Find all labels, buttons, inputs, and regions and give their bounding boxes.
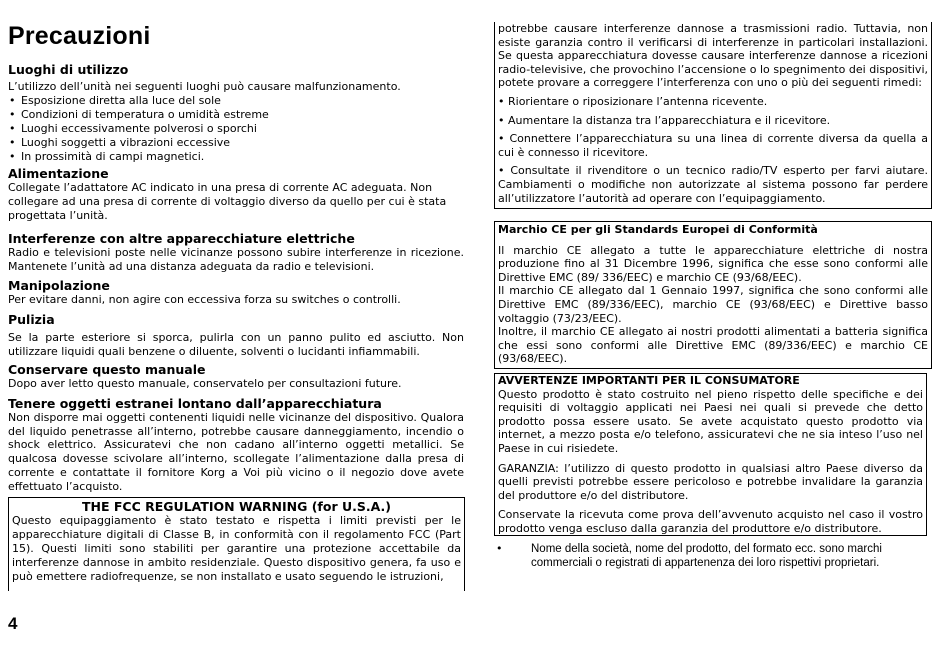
fcc-box-right xyxy=(494,22,932,209)
list-item: • Luoghi soggetti a vibrazioni eccessive xyxy=(8,136,464,150)
ce-paragraph: Il marchio CE allegato dal 1 Gennaio 1997, significa che sono conformi alle Direttive EMC (89/336/EEC), marchio CE (93/68/EEC) e Direttive basso voltaggio (73/23/EEC). xyxy=(498,284,928,325)
trademark-note xyxy=(496,542,916,570)
page-title: Precauzioni xyxy=(8,22,151,50)
bullet: • xyxy=(496,542,503,555)
ce-paragraph: Inoltre, il marchio CE allegato ai nostri prodotti alimentati a batteria significa che essi sono conformi alle Direttive EMC (89/336/EEC) e marchio CE (93/68/EEC). xyxy=(498,325,928,366)
luoghi-intro: L’utilizzo dell’unità nei seguenti luoghi può causare malfunzionamento. xyxy=(8,80,401,93)
consumer-paragraph: Conservate la ricevuta come prova dell’avvenuto acquisto nel caso il vostro prodotto venga escluso dalla garanzia del produttore e/o distributore. xyxy=(498,508,923,535)
fcc-box-left xyxy=(8,497,465,591)
list-item: • In prossimità di campi magnetici. xyxy=(8,150,464,164)
trademark-text: Nome della società, nome del prodotto, del formato ecc. sono marchi commerciali o registrati di appartenenza dei loro rispettivi proprietari. xyxy=(531,543,882,569)
page-number: 4 xyxy=(8,614,18,633)
heading-oggetti: Tenere oggetti estranei lontano dall’apparecchiatura xyxy=(8,395,382,411)
heading-luoghi: Luoghi di utilizzo xyxy=(8,62,129,77)
heading-interferenze: Interferenze con altre apparecchiature elettriche xyxy=(8,231,355,247)
fcc-remedy: • Consultate il rivenditore o un tecnico radio/TV esperto per farvi aiutare. Cambiamenti o modifiche non autorizzate al sistema possono far perdere all’utilizzatore l’autorità ad operare con l’equipaggiamento. xyxy=(498,164,928,205)
pulizia-text: Se la parte esteriore si sporca, pulirla con un panno pulito ed asciutto. Non utilizzare liquidi quali benzene o diluente, solventi o lucidanti infiammabili. xyxy=(8,330,464,358)
heading-conservare: Conservare questo manuale xyxy=(8,361,206,377)
interferenze-text: Radio e televisioni poste nelle vicinanze possono subire interferenze in ricezione. Mantenete l’unità ad una distanza adeguata da radio e televisioni. xyxy=(8,246,464,274)
consumer-box xyxy=(494,373,927,536)
alimentazione-text: Collegate l’adattatore AC indicato in una presa di corrente AC adeguata. Non collegare ad una presa di corrente di voltaggio diverso da quello per cui è stata progettata l’unità. xyxy=(8,181,447,223)
fcc-remedy: • Riorientare o riposizionare l’antenna ricevente. xyxy=(498,94,768,108)
heading-pulizia: Pulizia xyxy=(8,311,55,327)
consumer-paragraph: Questo prodotto è stato costruito nel pieno rispetto delle specifiche e dei requisiti di voltaggio applicati nei Paesi nei quali si prevede che detto prodotto possa essere usato. Se avete acquistato questo prodotto via internet, a mezzo posta e/o telefono, assicuratevi che ne sia inteso l’uso nel Paese in cui risiedete. xyxy=(498,387,923,455)
list-item: • Esposizione diretta alla luce del sole xyxy=(8,94,464,108)
fcc-title: THE FCC REGULATION WARNING (for U.S.A.) xyxy=(82,499,391,514)
list-item: • Luoghi eccessivamente polverosi o sporchi xyxy=(8,122,464,136)
fcc-remedy: • Aumentare la distanza tra l’apparecchiatura e il ricevitore. xyxy=(498,113,831,127)
manipolazione-text: Per evitare danni, non agire con eccessiva forza su switches o controlli. xyxy=(8,292,401,306)
ce-paragraph: Il marchio CE allegato a tutte le apparecchiature elettriche di nostra produzione fino al 31 Dicembre 1996, significa che esse sono conformi alle Direttive EMC (89/ 336/EEC) e marchio CE (93/68/EEC). xyxy=(498,243,928,284)
heading-manipolazione: Manipolazione xyxy=(8,277,110,293)
luoghi-list xyxy=(8,94,464,164)
consumer-title: AVVERTENZE IMPORTANTI PER IL CONSUMATORE xyxy=(498,374,800,387)
fcc-text-right: potrebbe causare interferenze dannose a trasmissioni radio. Tuttavia, non esiste garanzia contro il verificarsi di interferenze in particolari installazioni. Se questa apparecchiatura dovesse causare interferenze dannose a ricezioni radio-televisive, che provochino l’accensione o lo spegnimento dei dispositivi, potete provare a correggere l’interferenza con uno o più dei seguenti rimedi: xyxy=(498,22,928,90)
list-item: • Condizioni di temperatura o umidità estreme xyxy=(8,108,464,122)
conservare-text: Dopo aver letto questo manuale, conservatelo per consultazioni future. xyxy=(8,376,402,390)
fcc-text-left: Questo equipaggiamento è stato testato e rispetta i limiti previsti per le apparecchiature digitali di Classe B, in conformità con il regolamento FCC (Part 15). Questi limiti sono stabiliti per garantire una protezione accettabile da interferenze dannose in ambito residenziale. Questo dispositivo genera, fa uso e può emettere radiofrequenze, se non installato e usato seguendo le istruzioni, xyxy=(12,514,461,583)
ce-box xyxy=(494,221,932,369)
oggetti-text: Non disporre mai oggetti contenenti liquidi nelle vicinanze del dispositivo. Qualora del liquido penetrasse all’interno, potrebbe causare danneggiamento, incendio o shock elettrico. Assicuratevi che non cadano all’interno oggetti metallici. Se qualcosa dovesse scivolare all’interno, scollegate l’alimentazione dalla presa di corrente e contattate il fornitore Korg a Voi più vicino o il negozio dove avete effettuato l’acquisto. xyxy=(8,410,464,494)
ce-title: Marchio CE per gli Standards Europei di Conformità xyxy=(498,223,818,236)
left-column xyxy=(8,62,464,494)
heading-alimentazione: Alimentazione xyxy=(8,166,109,182)
fcc-remedy: • Connettere l’apparecchiatura su una linea di corrente diversa da quella a cui è connesso il ricevitore. xyxy=(498,132,928,159)
consumer-paragraph: GARANZIA: l’utilizzo di questo prodotto in qualsiasi altro Paese diverso da quelli previsti potrebbe essere pericoloso e potrebbe invalidare la garanzia del produttore e/o del distributore. xyxy=(498,461,923,502)
